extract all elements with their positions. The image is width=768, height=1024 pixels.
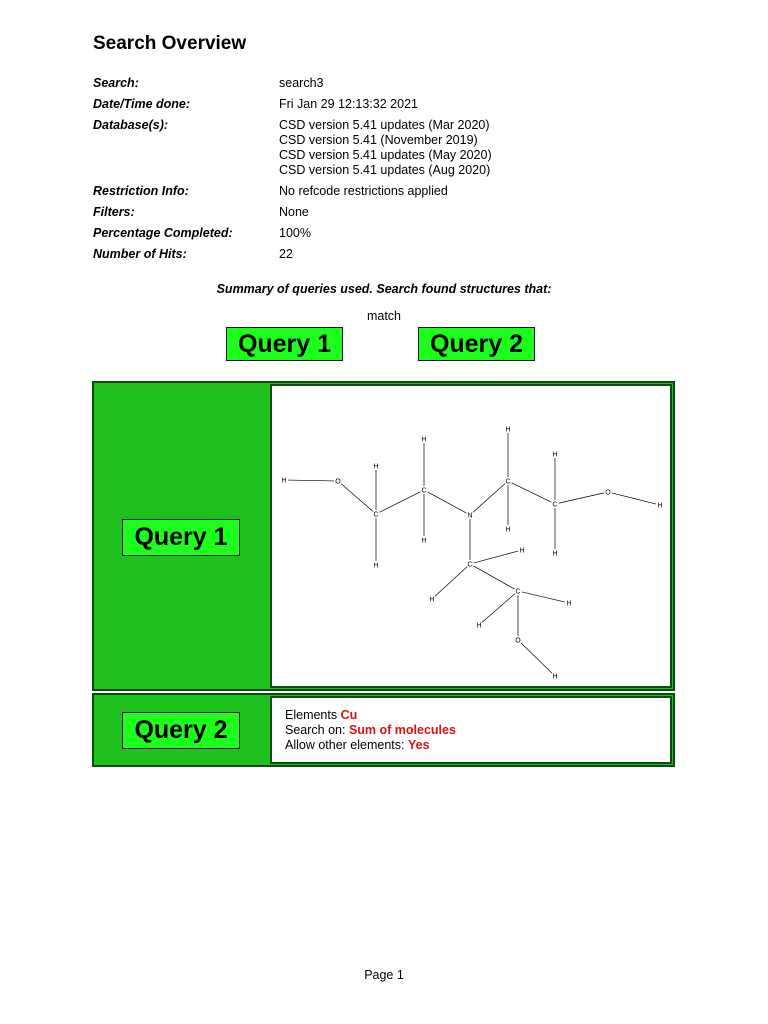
atom-H4a: H <box>552 451 558 459</box>
bond-C1-C2 <box>380 492 421 512</box>
query-2-label: Query 2 <box>122 712 240 749</box>
info-row-percentage <box>93 226 492 241</box>
atom-H5a: H <box>519 547 525 555</box>
bond-O3-H3 <box>521 643 552 673</box>
allow-other-label: Allow other elements: <box>285 738 405 752</box>
atom-C6: C <box>515 588 521 596</box>
elements-value: Cu <box>340 708 358 722</box>
bond-C6-H6b <box>482 594 515 623</box>
bond-H1-O1 <box>288 480 334 481</box>
bond-C5-C6 <box>473 566 514 589</box>
bond-C5-H5b <box>435 567 467 597</box>
info-row-restriction <box>93 184 492 199</box>
bond-C3-C4 <box>512 483 552 502</box>
info-label: Number of Hits: <box>93 247 187 261</box>
bond-N1-C3 <box>473 484 505 513</box>
query-2-details <box>270 696 672 764</box>
info-label: Date/Time done: <box>93 97 191 111</box>
allow-other-value: Yes <box>408 738 430 752</box>
database-item: CSD version 5.41 updates (May 2020) <box>279 148 492 162</box>
atom-O3: O <box>515 637 521 645</box>
molecule-diagram <box>272 386 672 690</box>
database-item: CSD version 5.41 updates (Mar 2020) <box>279 118 490 132</box>
atom-N1: N <box>467 512 473 520</box>
info-row-datetime <box>93 97 492 112</box>
atom-H2b: H <box>421 537 427 545</box>
search-info-table <box>93 76 492 268</box>
atom-H2a: H <box>421 436 427 444</box>
bond-C4-O2 <box>559 493 604 503</box>
info-value: search3 <box>279 76 324 90</box>
atom-H4b: H <box>552 550 558 558</box>
atom-H3: H <box>552 673 558 681</box>
atom-C5: C <box>467 561 473 569</box>
atom-O1: O <box>335 478 341 486</box>
info-row-hits <box>93 247 492 262</box>
query-1-panel <box>92 381 675 691</box>
database-item: CSD version 5.41 (November 2019) <box>279 133 478 147</box>
search-on-line <box>285 723 670 738</box>
atom-C3: C <box>505 478 511 486</box>
info-value: 22 <box>279 247 293 261</box>
info-value: No refcode restrictions applied <box>279 184 448 198</box>
page-number: Page 1 <box>364 968 404 982</box>
database-item: CSD version 5.41 updates (Aug 2020) <box>279 163 491 177</box>
atom-H1b: H <box>373 562 379 570</box>
bond-C2-N1 <box>428 492 467 513</box>
search-on-value: Sum of molecules <box>348 723 456 737</box>
atom-O2: O <box>605 489 611 497</box>
atom-H5b: H <box>429 596 435 604</box>
bond-O1-C1 <box>341 484 373 512</box>
atom-H1: H <box>281 477 287 485</box>
bond-C6-H6a <box>522 592 565 602</box>
atom-H1a: H <box>373 463 379 471</box>
info-label: Filters: <box>93 205 135 219</box>
atom-C1: C <box>373 511 379 519</box>
info-label: Percentage Completed: <box>93 226 233 240</box>
page-title: Search Overview <box>93 33 247 54</box>
info-value: None <box>279 205 309 219</box>
elements-line <box>285 708 670 723</box>
atom-C4: C <box>552 501 558 509</box>
info-value: 100% <box>279 226 311 240</box>
info-label: Restriction Info: <box>93 184 189 198</box>
match-label: match <box>366 309 402 323</box>
info-label: Search: <box>93 76 139 90</box>
query-2-panel <box>92 693 675 767</box>
query-2-link[interactable]: Query 2 <box>418 327 535 361</box>
atom-H3b: H <box>505 526 511 534</box>
info-value: Fri Jan 29 12:13:32 2021 <box>279 97 418 111</box>
search-on-label: Search on: <box>285 723 346 737</box>
info-row-search <box>93 76 492 91</box>
query-1-label: Query 1 <box>122 519 240 556</box>
allow-other-line <box>285 738 670 753</box>
query-1-link[interactable]: Query 1 <box>226 327 343 361</box>
atom-H6b: H <box>476 622 482 630</box>
atom-H6a: H <box>566 600 572 608</box>
info-label: Database(s): <box>93 118 169 132</box>
query-1-structure-view <box>270 384 672 688</box>
atom-C2: C <box>421 487 427 495</box>
atom-H2: H <box>657 502 663 510</box>
info-row-filters <box>93 205 492 220</box>
info-row-databases <box>93 118 492 178</box>
bond-C5-H5a <box>474 551 518 563</box>
queries-summary-heading: Summary of queries used. Search found structures that: <box>216 282 552 296</box>
bond-O2-H2 <box>612 493 656 504</box>
elements-label: Elements <box>285 708 338 722</box>
atom-H3a: H <box>505 426 511 434</box>
database-list <box>279 118 492 178</box>
